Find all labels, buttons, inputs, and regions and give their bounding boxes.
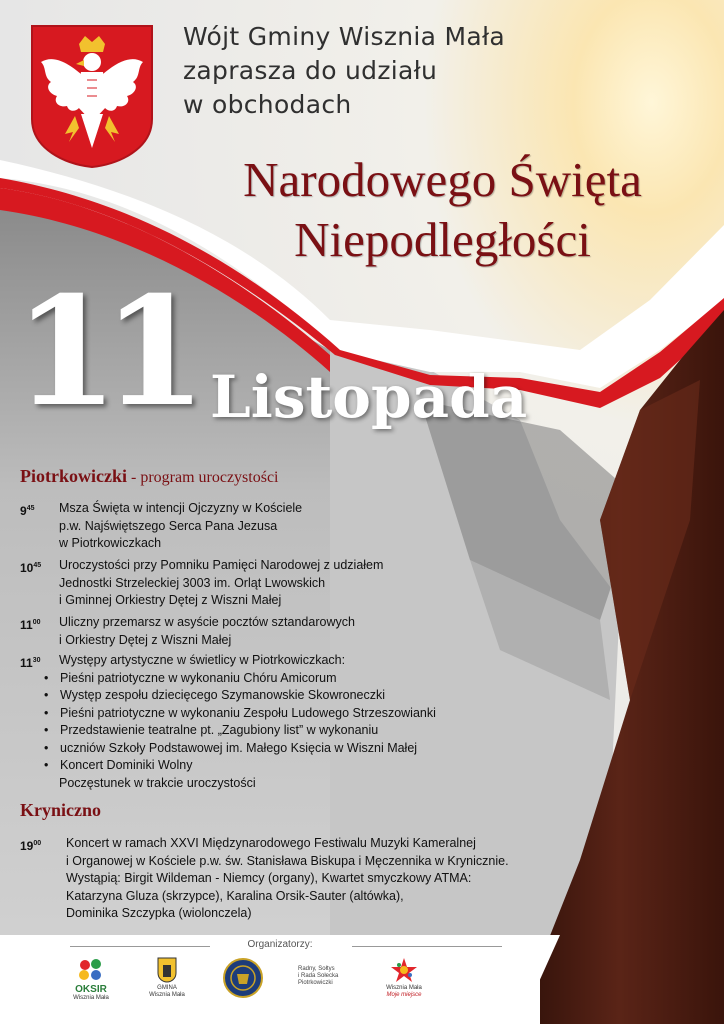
program-list <box>20 670 500 775</box>
gmina-logo-text: GMINA Wisznia Mała <box>149 985 185 998</box>
event-line: p.w. Najświętszego Serca Pana Jezusa <box>59 518 278 533</box>
event-line: Poczęstunek w trakcie uroczystości <box>59 775 256 790</box>
oksir-logo-text: OKSIR <box>75 984 107 995</box>
list-item: • Przedstawienie teatralne pt. „Zagubiony list” w wykonaniu <box>60 722 500 740</box>
title-line-2: Niepodległości <box>294 212 591 267</box>
oksir-logo <box>66 957 116 1002</box>
event-time: $19^{00}$ <box>20 839 42 853</box>
date-month: Listopada <box>210 363 528 431</box>
event-item <box>20 835 540 923</box>
list-item: • Pieśni patriotyczne w wykonaniu Zespołu Ludowego Strzeszowianki <box>60 705 500 723</box>
event-item <box>20 557 500 610</box>
list-item: • Występ zespołu dziecięcego Szymanowskie Skowroneczki <box>60 687 500 705</box>
badge-icon <box>223 958 263 998</box>
event-line: Uliczny przemarsz w asyście pocztów sztandarowych <box>59 615 355 629</box>
event-time: $11^{30}$ <box>20 656 41 670</box>
event-line: Jednostki Strzeleckiej 3003 im. Orląt Lwowskich <box>59 575 326 590</box>
section-subtitle: - program uroczystości <box>126 469 279 486</box>
oksir-icon <box>76 957 106 983</box>
event-item <box>20 614 500 649</box>
star-flower-icon <box>390 957 418 983</box>
section-place: Piotrkowiczki <box>20 466 127 486</box>
event-line: i Gminnej Orkiestry Dętej z Wiszni Małej <box>59 593 282 607</box>
polish-eagle-emblem <box>29 24 155 169</box>
event-line: Uroczystości przy Pomniku Pamięci Narodowej z udziałem <box>59 558 384 572</box>
event-item <box>20 652 500 792</box>
intro-line-1: Wójt Gminy Wisznia Mała <box>183 22 506 51</box>
event-title <box>170 150 715 270</box>
strzelec-logo <box>222 958 264 1000</box>
gmina-logo <box>145 957 189 999</box>
event-time: $9^{45}$ <box>20 504 35 518</box>
section-kryniczno-heading: Kryniczno <box>20 800 101 820</box>
event-line: Wystąpią: Birgit Wildeman - Niemcy (organy), Kwartet smyczkowy ATMA: <box>66 871 472 885</box>
organizers-label: Organizatorzy: <box>247 939 313 950</box>
event-line: w Piotrkowiczkach <box>59 536 162 550</box>
event-line: Koncert w ramach XXVI Międzynarodowego Festiwalu Muzyki Kameralnej <box>66 836 476 850</box>
title-line-1: Narodowego Święta <box>243 152 642 207</box>
oksir-logo-subtext: Wisznia Mała <box>73 995 109 1001</box>
event-line: Występy artystyczne w świetlicy w Piotrkowiczkach: <box>59 653 346 667</box>
event-line: Msza Święta w intencji Ojczyzny w Kościele <box>59 501 303 515</box>
gmina-crest-icon <box>157 957 177 983</box>
intro-text <box>183 20 623 122</box>
event-time: $10^{45}$ <box>20 561 42 575</box>
wisznia-mala-logo-text: Wisznia Mała <box>386 985 422 991</box>
event-time: $11^{00}$ <box>20 618 41 632</box>
event-line: Dominika Szczypka (wiolonczela) <box>66 906 252 920</box>
rada-solecka-text: Radny, Sołtys i Rada Sołecka Piotrkowiczki <box>298 966 339 986</box>
intro-line-2: zaprasza do udziału <box>183 56 438 85</box>
intro-line-3: w obchodach <box>183 90 352 119</box>
date-day: 11 <box>14 264 191 440</box>
list-item: • Pieśni patriotyczne w wykonaniu Chóru Amicorum <box>60 670 500 688</box>
list-item-continued: • uczniów Szkoły Podstawowej im. Małego Księcia w Wiszni Małej <box>60 740 500 758</box>
event-line: Katarzyna Gluza (skrzypce), Karalina Orsik-Sauter (altówka), <box>66 888 404 903</box>
wisznia-mala-logo <box>376 957 432 999</box>
list-item: • Koncert Dominiki Wolny <box>60 757 500 775</box>
divider <box>352 946 502 947</box>
section-piotrkowiczki-heading <box>20 466 279 487</box>
wisznia-mala-logo-subtext: Moje miejsce <box>386 992 422 998</box>
event-item <box>20 500 500 553</box>
event-line: i Organowej w Kościele p.w. św. Stanisława Biskupa i Męczennika w Krynicznie. <box>66 853 509 868</box>
divider <box>70 946 210 947</box>
event-line: i Orkiestry Dętej z Wiszni Małej <box>59 632 232 647</box>
